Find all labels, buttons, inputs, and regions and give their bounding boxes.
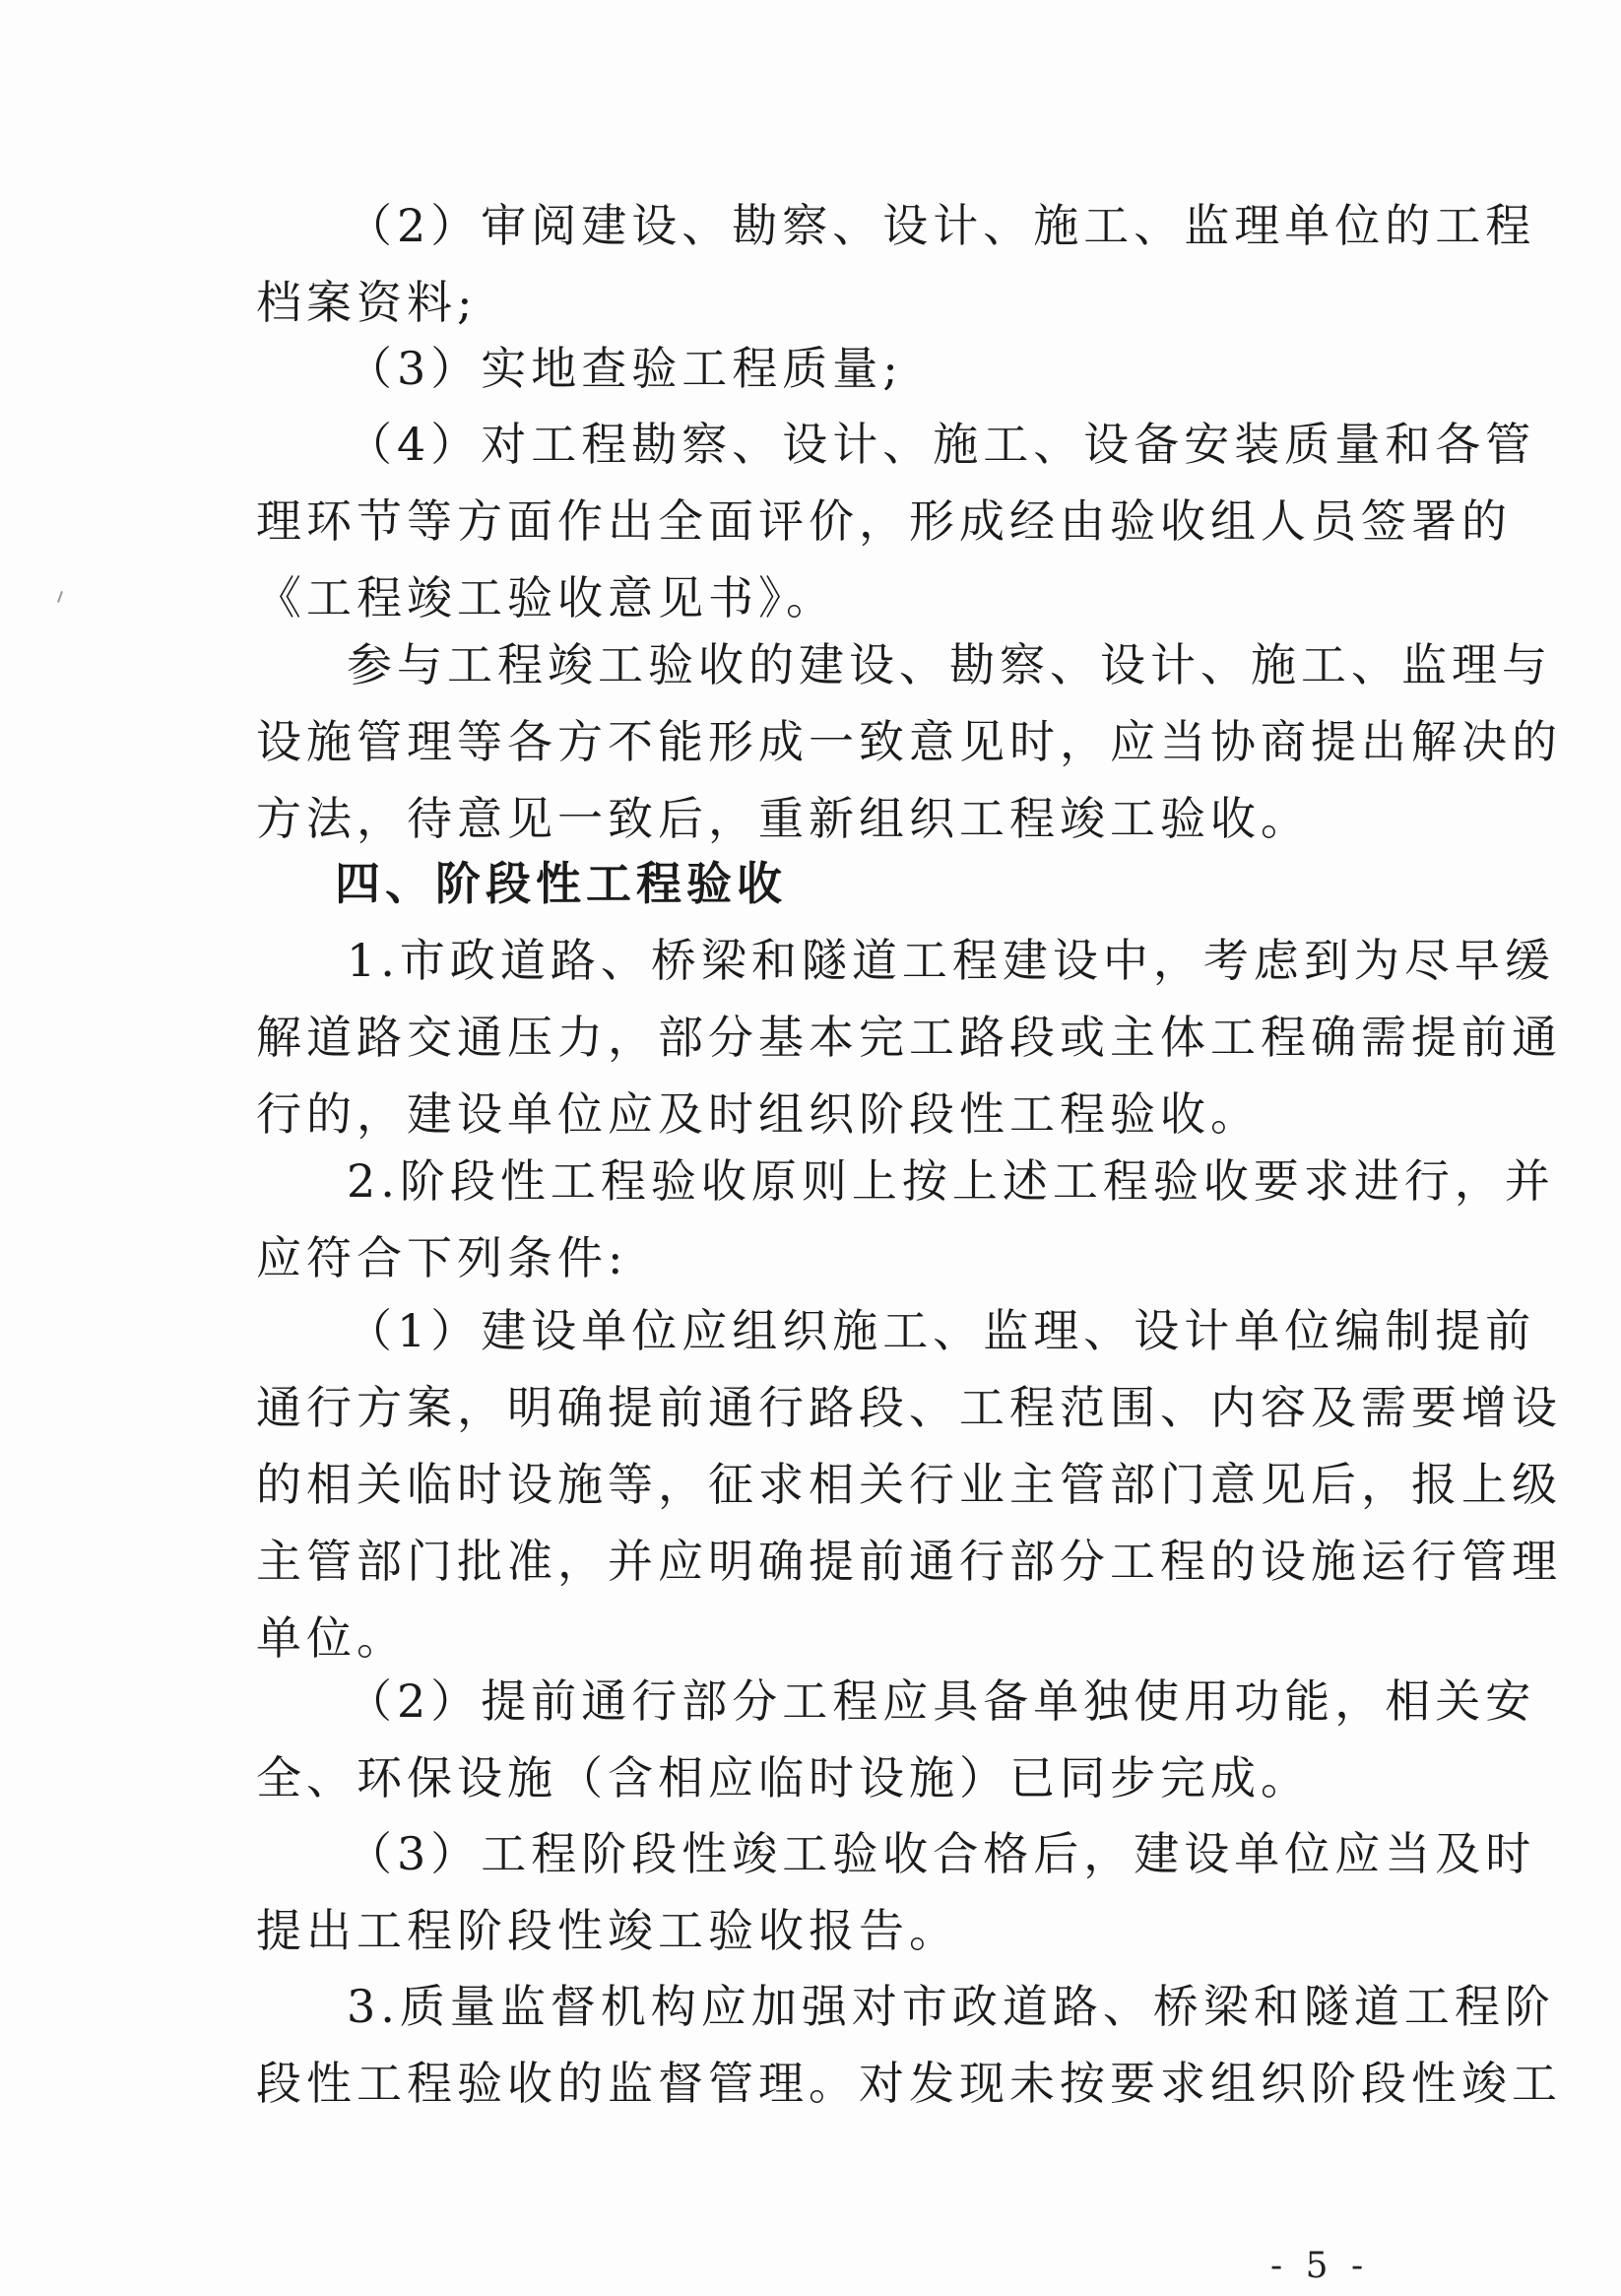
text-line: 3.质量监督机构应加强对市政道路、桥梁和隧道工程阶 (347, 1980, 1555, 2033)
paragraph-staged-acceptance-1 (256, 922, 1562, 1152)
text-line: 提出工程阶段性竣工验收报告。 (256, 1904, 959, 1957)
text-line: 行的，建设单位应及时组织阶段性工程验收。 (256, 1087, 1261, 1141)
paragraph-disagreement-resolution (256, 626, 1562, 857)
text-line: 2.阶段性工程验收原则上按上述工程验收要求进行，并 (347, 1154, 1555, 1208)
text-line: 档案资料; (256, 276, 478, 329)
paragraph-condition-3 (256, 1815, 1536, 1969)
text-line: 参与工程竣工验收的建设、勘察、设计、施工、监理与 (347, 638, 1552, 691)
text-line: 理环节等方面作出全面评价，形成经由验收组人员签署的 (256, 494, 1512, 548)
text-line: （4）对工程勘察、设计、施工、设备安装质量和各管 (347, 418, 1536, 471)
text-line: 设施管理等各方不能形成一致意见时，应当协商提出解决的 (256, 715, 1562, 768)
paragraph-staged-acceptance-2 (256, 1143, 1555, 1296)
text-line: 段性工程验收的监督管理。对发现未按要求组织阶段性竣工 (256, 2057, 1562, 2110)
scan-speck (57, 591, 63, 603)
text-line: 的相关临时设施等，征求相关行业主管部门意见后，报上级 (256, 1458, 1562, 1511)
paragraph-condition-1 (256, 1292, 1562, 1676)
paragraph-condition-2 (256, 1663, 1536, 1816)
text-line: 应符合下列条件: (256, 1231, 628, 1284)
section-heading: 四、阶段性工程验收 (335, 857, 787, 910)
text-line: 主管部门批准，并应明确提前通行部分工程的设施运行管理 (256, 1535, 1562, 1588)
text-line: （3）实地查验工程质量; (347, 342, 903, 395)
paragraph-supervision (256, 1968, 1562, 2122)
text-line: （2）审阅建设、勘察、设计、施工、监理单位的工程 (347, 199, 1536, 252)
text-line: 解道路交通压力，部分基本完工路段或主体工程确需提前通 (256, 1011, 1562, 1064)
text-line: （2）提前通行部分工程应具备单独使用功能，相关安 (347, 1674, 1536, 1728)
text-line: 单位。 (256, 1611, 407, 1665)
paragraph-overall-evaluation (256, 406, 1536, 636)
text-line: （3）工程阶段性竣工验收合格后，建设单位应当及时 (347, 1827, 1536, 1880)
paragraph-review-archives (256, 187, 1536, 341)
page-number: - 5 - (1270, 2246, 1370, 2286)
text-line: 通行方案，明确提前通行路段、工程范围、内容及需要增设 (256, 1381, 1562, 1434)
text-line: 1.市政道路、桥梁和隧道工程建设中，考虑到为尽早缓 (347, 934, 1555, 987)
text-line: 方法，待意见一致后，重新组织工程竣工验收。 (256, 792, 1311, 845)
text-line: 全、环保设施（含相应临时设施）已同步完成。 (256, 1751, 1311, 1804)
paragraph-site-inspection (256, 330, 1379, 407)
text-line: 《工程竣工验收意见书》。 (256, 571, 836, 624)
text-line: （1）建设单位应组织施工、监理、设计单位编制提前 (347, 1304, 1536, 1357)
